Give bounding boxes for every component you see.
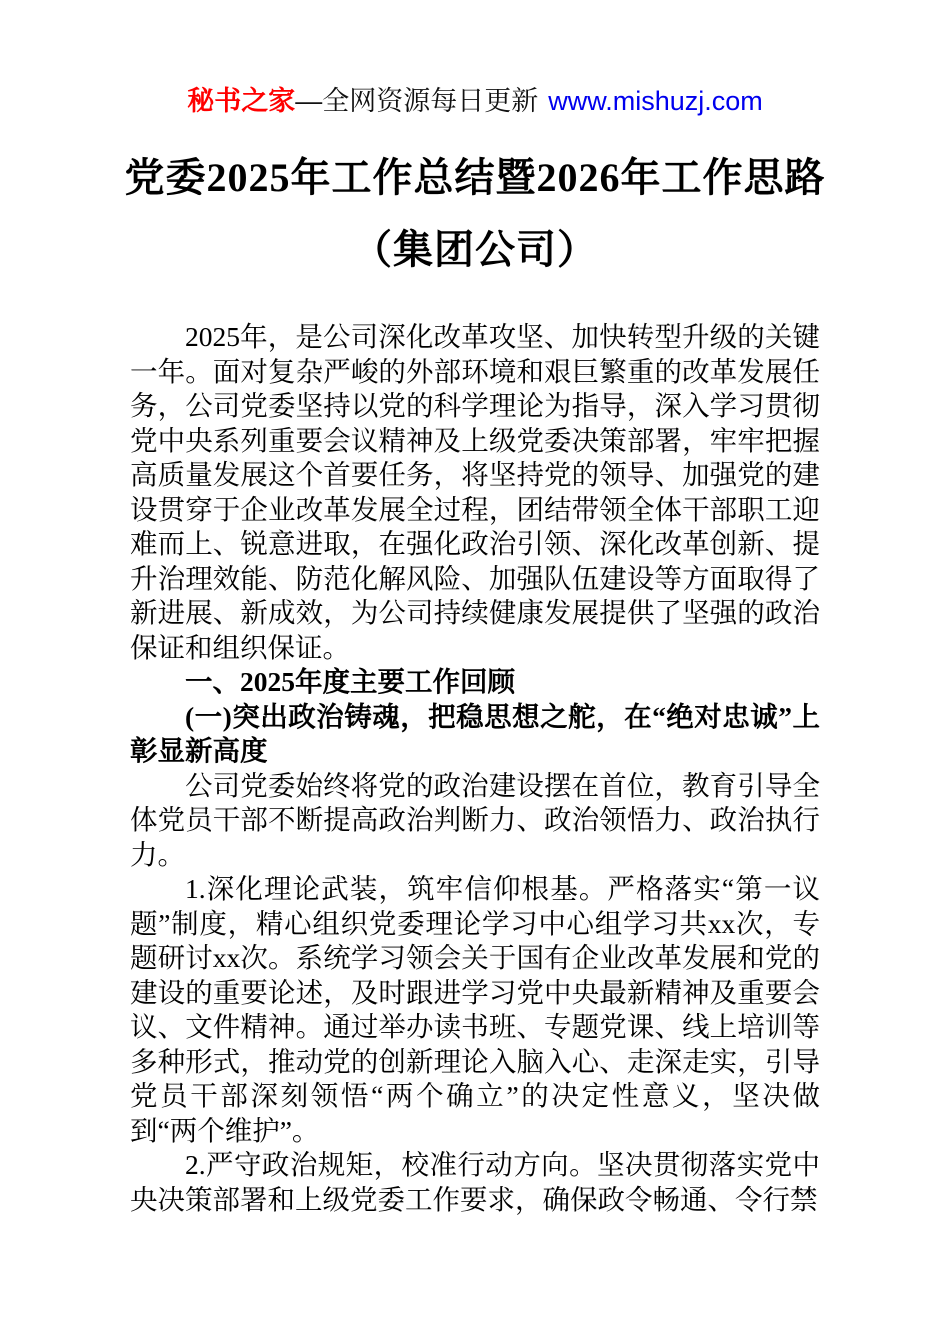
subsection-heading-political: (一)突出政治铸魂，把稳思想之舵，在“绝对忠诚”上彰显新高度 bbox=[130, 700, 820, 766]
document-title bbox=[0, 142, 950, 286]
paragraph-political-construction: 公司党委始终将党的政治建设摆在首位，教育引导全体党员干部不断提高政治判断力、政治领悟力、政治执行力。 bbox=[130, 769, 820, 870]
section-heading-review: 一、2025年度主要工作回顾 bbox=[185, 666, 515, 697]
document-title-line2: （集团公司） bbox=[352, 227, 598, 272]
document-title-line1: 党委2025年工作总结暨2026年工作思路 bbox=[124, 155, 826, 200]
site-brand: 秘书之家 bbox=[187, 86, 296, 116]
document-body bbox=[130, 320, 820, 1217]
site-tagline: —全网资源每日更新 bbox=[295, 86, 539, 116]
paragraph-political-discipline: 2.严守政治规矩，校准行动方向。坚决贯彻落实党中央决策部署和上级党委工作要求，确保政令畅通、令行禁 bbox=[130, 1149, 820, 1215]
site-banner bbox=[0, 0, 950, 116]
paragraph-theory-arming: 1.深化理论武装，筑牢信仰根基。严格落实“第一议题”制度，精心组织党委理论学习中心组学习共xx次，专题研讨xx次。系统学习领会关于国有企业改革发展和党的建设的重要论述，及时跟进学习党中央最新精神及重要会议、文件精神。通过举办读书班、专题党课、线上培训等多种形式，推动党的创新理论入脑入心、走深走实，引导党员干部深刻领悟“两个确立”的决定性意义，坚决做到“两个维护”。 bbox=[130, 873, 820, 1146]
intro-paragraph: 2025年，是公司深化改革攻坚、加快转型升级的关键一年。面对复杂严峻的外部环境和艰巨繁重的改革发展任务，公司党委坚持以党的科学理论为指导，深入学习贯彻党中央系列重要会议精神及上级党委决策部署，牢牢把握高质量发展这个首要任务，将坚持党的领导、加强党的建设贯穿于企业改革发展全过程，团结带领全体干部职工迎难而上、锐意进取，在强化政治引领、深化改革创新、提升治理效能、防范化解风险、加强队伍建设等方面取得了新进展、新成效，为公司持续健康发展提供了坚强的政治保证和组织保证。 bbox=[130, 321, 820, 663]
site-url-link[interactable]: www.mishuzj.com bbox=[548, 86, 763, 116]
